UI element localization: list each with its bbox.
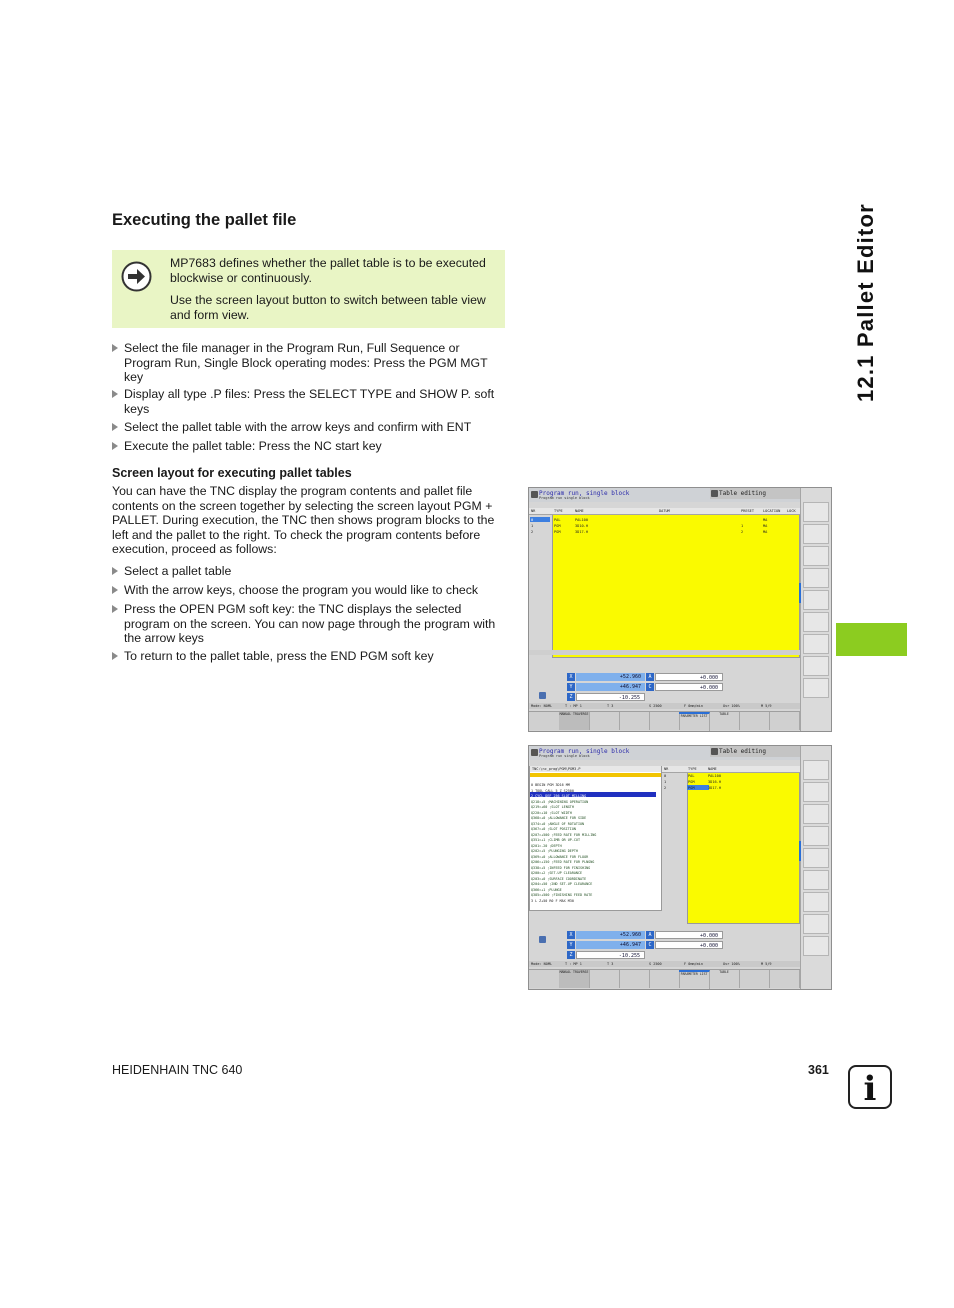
axis-value: +46.947: [576, 683, 645, 691]
softkey-table[interactable]: TABLE: [709, 970, 740, 988]
softkey[interactable]: [529, 970, 560, 988]
table-row[interactable]: 1 PGM 3D10.H 1 MA: [531, 524, 768, 528]
program-line[interactable]: Q368=+0 ;ALLOWANCE FOR SIDE: [531, 816, 587, 820]
program-line[interactable]: Q220=+10 ;SLOT WIDTH: [531, 810, 572, 815]
f-override-softkey[interactable]: [803, 870, 829, 890]
axis-label: A: [646, 673, 654, 681]
t-function-softkey[interactable]: [803, 546, 829, 566]
note-text-1: MP7683 defines whether the pallet table is to be executed blockwise or continuously.: [170, 256, 486, 285]
bullet-triangle-icon: [112, 605, 118, 613]
vertical-softkey-bar: [800, 488, 831, 731]
list-item-text: With the arrow keys, choose the program you would like to check: [124, 583, 479, 597]
page-number: 361: [808, 1063, 829, 1077]
subheading: Screen layout for executing pallet tables: [112, 466, 352, 480]
program-line[interactable]: Q204=+50 ;2ND SET-UP CLEARANCE: [531, 882, 593, 886]
softkey[interactable]: [529, 712, 560, 730]
program-line[interactable]: Q338=+5 ;INFEED FOR FINISHING: [531, 865, 591, 870]
s-override-softkey[interactable]: [803, 590, 829, 610]
footer-manual-title: HEIDENHAIN TNC 640: [112, 1063, 243, 1077]
mode-subtitle: Program run single block: [539, 754, 590, 758]
bullet-triangle-icon: [112, 652, 118, 660]
axis-value: +52.960: [576, 931, 645, 939]
program-line[interactable]: Q201=-20 ;DEPTH: [531, 843, 562, 848]
m-function-softkey[interactable]: [803, 502, 829, 522]
arrow-right-icon: [121, 261, 152, 292]
edit-mode-icon: [711, 748, 718, 755]
softkey[interactable]: [649, 712, 680, 730]
screenshot-pallet-table: [528, 487, 832, 732]
axis-value: +52.960: [576, 673, 645, 681]
axis-value: +0.000: [655, 941, 723, 949]
softkey[interactable]: [649, 970, 680, 988]
bullet-triangle-icon: [112, 442, 118, 450]
chapter-side-title: [853, 203, 878, 402]
axis-value: -10.255: [576, 693, 645, 701]
table-row[interactable]: 2 PGM 3D17.H 2 MA: [531, 530, 768, 534]
program-line[interactable]: Q366=+1 ;PLUNGE: [531, 887, 562, 892]
softkey[interactable]: [803, 936, 829, 956]
scroll-strip: [529, 650, 800, 655]
softkey[interactable]: [769, 712, 800, 730]
position-display-icon: [539, 692, 546, 699]
s-function-softkey[interactable]: [803, 782, 829, 802]
program-line[interactable]: 1 TOOL CALL 5 Z S2500: [531, 788, 574, 793]
table-header: NR TYPE NAME: [662, 766, 800, 773]
chapter-tab-marker: [836, 623, 907, 656]
list-item: [112, 387, 507, 416]
mode-icon: [531, 491, 538, 498]
program-line[interactable]: Q385=+500 ;FINISHING FEED RATE: [531, 893, 593, 897]
axis-value: -10.255: [576, 951, 645, 959]
list-item-text: Press the OPEN PGM soft key: the TNC displays the selected program on the screen. You can now page through the program with the arrow keys: [124, 602, 496, 645]
softkey[interactable]: [619, 712, 650, 730]
program-line[interactable]: Q202=+5 ;PLUNGING DEPTH: [531, 849, 578, 853]
softkey[interactable]: [803, 678, 829, 698]
bullet-triangle-icon: [112, 567, 118, 575]
softkey-parameter-list[interactable]: PARAMETER LIST: [679, 712, 710, 732]
info-icon: [848, 1065, 892, 1109]
axis-label: Z: [567, 951, 575, 959]
info-icon-glyph: i: [863, 1069, 877, 1109]
bullet-triangle-icon: [112, 586, 118, 594]
list-item: [112, 649, 507, 664]
softkey-bar: [529, 711, 831, 730]
position-display-icon: [539, 936, 546, 943]
program-line[interactable]: Q219=+60 ;SLOT LENGTH: [531, 805, 574, 809]
vertical-softkey-bar: [800, 746, 831, 989]
program-line[interactable]: 3 L Z+50 R0 F MAX M30: [531, 898, 574, 903]
mode-title: Program run, single block: [539, 490, 630, 497]
axis-label: X: [567, 931, 575, 939]
softkey[interactable]: [803, 634, 829, 654]
program-line[interactable]: 2 CYCL DEF 256 SLOT MILLING: [531, 794, 587, 798]
list-item-text: Select the pallet table with the arrow keys and confirm with ENT: [124, 420, 472, 434]
status-line: Mode: NOML T : MP 1 T 3 S 2500 F 0mm/min Ovr 100% M 5/9: [529, 703, 800, 709]
table-row[interactable]: 2 PGM 3D17.H: [664, 786, 721, 790]
edit-mode-icon: [711, 490, 718, 497]
axis-label: C: [646, 941, 654, 949]
s-override-softkey[interactable]: [803, 848, 829, 868]
list-item: [112, 439, 507, 454]
scrollbar-indicator[interactable]: [799, 583, 801, 603]
status-line: Mode: NOML T : MP 1 T 3 S 2500 F 0mm/min Ovr 100% M 5/9: [529, 961, 800, 967]
axis-label: Y: [567, 941, 575, 949]
list-item: [112, 602, 507, 646]
axis-value: +0.000: [655, 673, 723, 681]
program-line[interactable]: Q351=+1 ;CLIMB OR UP-CUT: [531, 838, 580, 842]
list-item-text: Select the file manager in the Program Run, Full Sequence or Program Run, Single Block operating modes: Press the PGM MGT key: [124, 341, 488, 384]
bullet-triangle-icon: [112, 344, 118, 352]
softkey[interactable]: [619, 970, 650, 988]
program-path: TNC:\nc_prog\PGM\PGM3.P: [530, 766, 661, 772]
axis-label: C: [646, 683, 654, 691]
softkey[interactable]: [739, 712, 770, 730]
softkey-parameter-list[interactable]: PARAMETER LIST: [679, 970, 710, 990]
list-item-text: Select a pallet table: [124, 564, 232, 578]
axis-value: +0.000: [655, 683, 723, 691]
program-line[interactable]: Q374=+0 ;ANGLE OF ROTATION: [531, 821, 585, 826]
axis-value: +0.000: [655, 931, 723, 939]
softkey[interactable]: [739, 970, 770, 988]
chapter-side-title-text: 12.1 Pallet Editor: [853, 203, 878, 402]
bullet-triangle-icon: [112, 390, 118, 398]
mode-title: Program run, single block: [539, 748, 630, 755]
screenshot-program-and-pallet: [528, 745, 832, 990]
list-item-text: Execute the pallet table: Press the NC start key: [124, 439, 382, 453]
axis-label: Y: [567, 683, 575, 691]
program-line[interactable]: Q218=+5 ;MACHINING OPERATION: [531, 799, 589, 804]
note-text-2: Use the screen layout button to switch between table view and form view.: [170, 293, 486, 322]
m-function-softkey[interactable]: [803, 760, 829, 780]
softkey[interactable]: [803, 892, 829, 912]
table-row[interactable]: 1 PGM 3D16.H: [664, 780, 721, 784]
softkey[interactable]: [803, 568, 829, 588]
program-line[interactable]: Q203=+0 ;SURFACE COORDINATE: [531, 876, 587, 881]
program-cursor-bar: [530, 773, 661, 777]
program-line[interactable]: Q207=+500 ;FEED RATE FOR MILLING: [531, 832, 597, 837]
list-item: [112, 420, 507, 435]
bullet-triangle-icon: [112, 423, 118, 431]
s-function-softkey[interactable]: [803, 524, 829, 544]
program-line[interactable]: 0 BEGIN PGM 3D16 MM: [531, 783, 570, 787]
softkey-table[interactable]: TABLE: [709, 712, 740, 730]
softkey[interactable]: [589, 970, 620, 988]
softkey[interactable]: [803, 914, 829, 934]
list-item: [112, 583, 507, 598]
mode-subtitle: Program run single block: [539, 496, 590, 500]
table-row[interactable]: 0 PAL PAL100 MA: [531, 518, 768, 522]
softkey-manual-traverse[interactable]: MANUAL TRAVERSE: [559, 970, 590, 988]
program-line[interactable]: Q367=+0 ;SLOT POSITION: [531, 827, 576, 831]
softkey[interactable]: [589, 712, 620, 730]
program-line[interactable]: Q206=+150 ;FEED RATE FOR PLNGNG: [531, 860, 595, 864]
f-override-softkey[interactable]: [803, 612, 829, 632]
list-item: [112, 341, 507, 385]
list-item: [112, 564, 507, 579]
softkey-manual-traverse[interactable]: MANUAL TRAVERSE: [559, 712, 590, 730]
softkey-bar: [529, 969, 831, 988]
scrollbar-indicator[interactable]: [799, 841, 801, 861]
edit-mode-title: Table editing: [719, 748, 766, 755]
table-row[interactable]: 0 PAL PAL100: [664, 774, 721, 778]
axis-value: +46.947: [576, 941, 645, 949]
section-heading: Executing the pallet file: [112, 211, 297, 229]
axis-label: X: [567, 673, 575, 681]
softkey[interactable]: [803, 656, 829, 676]
softkey[interactable]: [803, 826, 829, 846]
program-line[interactable]: Q200=+2 ;SET-UP CLEARANCE: [531, 871, 583, 875]
edit-mode-title: Table editing: [719, 490, 766, 497]
mode-icon: [531, 749, 538, 756]
table-header: NR TYPE NAME DATUM PRESET LOCATION LOCK: [529, 508, 800, 515]
axis-label: A: [646, 931, 654, 939]
softkey[interactable]: [769, 970, 800, 988]
program-line[interactable]: Q369=+0 ;ALLOWANCE FOR FLOOR: [531, 854, 589, 859]
body-paragraph: You can have the TNC display the program contents and pallet file contents on the screen together by selecting the screen layout PGM + PALLET. During execution, the TNC then shows program blocks to the left and the pallet to the right. To check the program contents before execution, proceed as follows:: [112, 484, 495, 556]
list-item-text: To return to the pallet table, press the END PGM soft key: [124, 649, 434, 663]
axis-label: Z: [567, 693, 575, 701]
list-item-text: Display all type .P files: Press the SELECT TYPE and SHOW P. soft keys: [124, 387, 495, 416]
note-box: [112, 250, 505, 328]
t-function-softkey[interactable]: [803, 804, 829, 824]
